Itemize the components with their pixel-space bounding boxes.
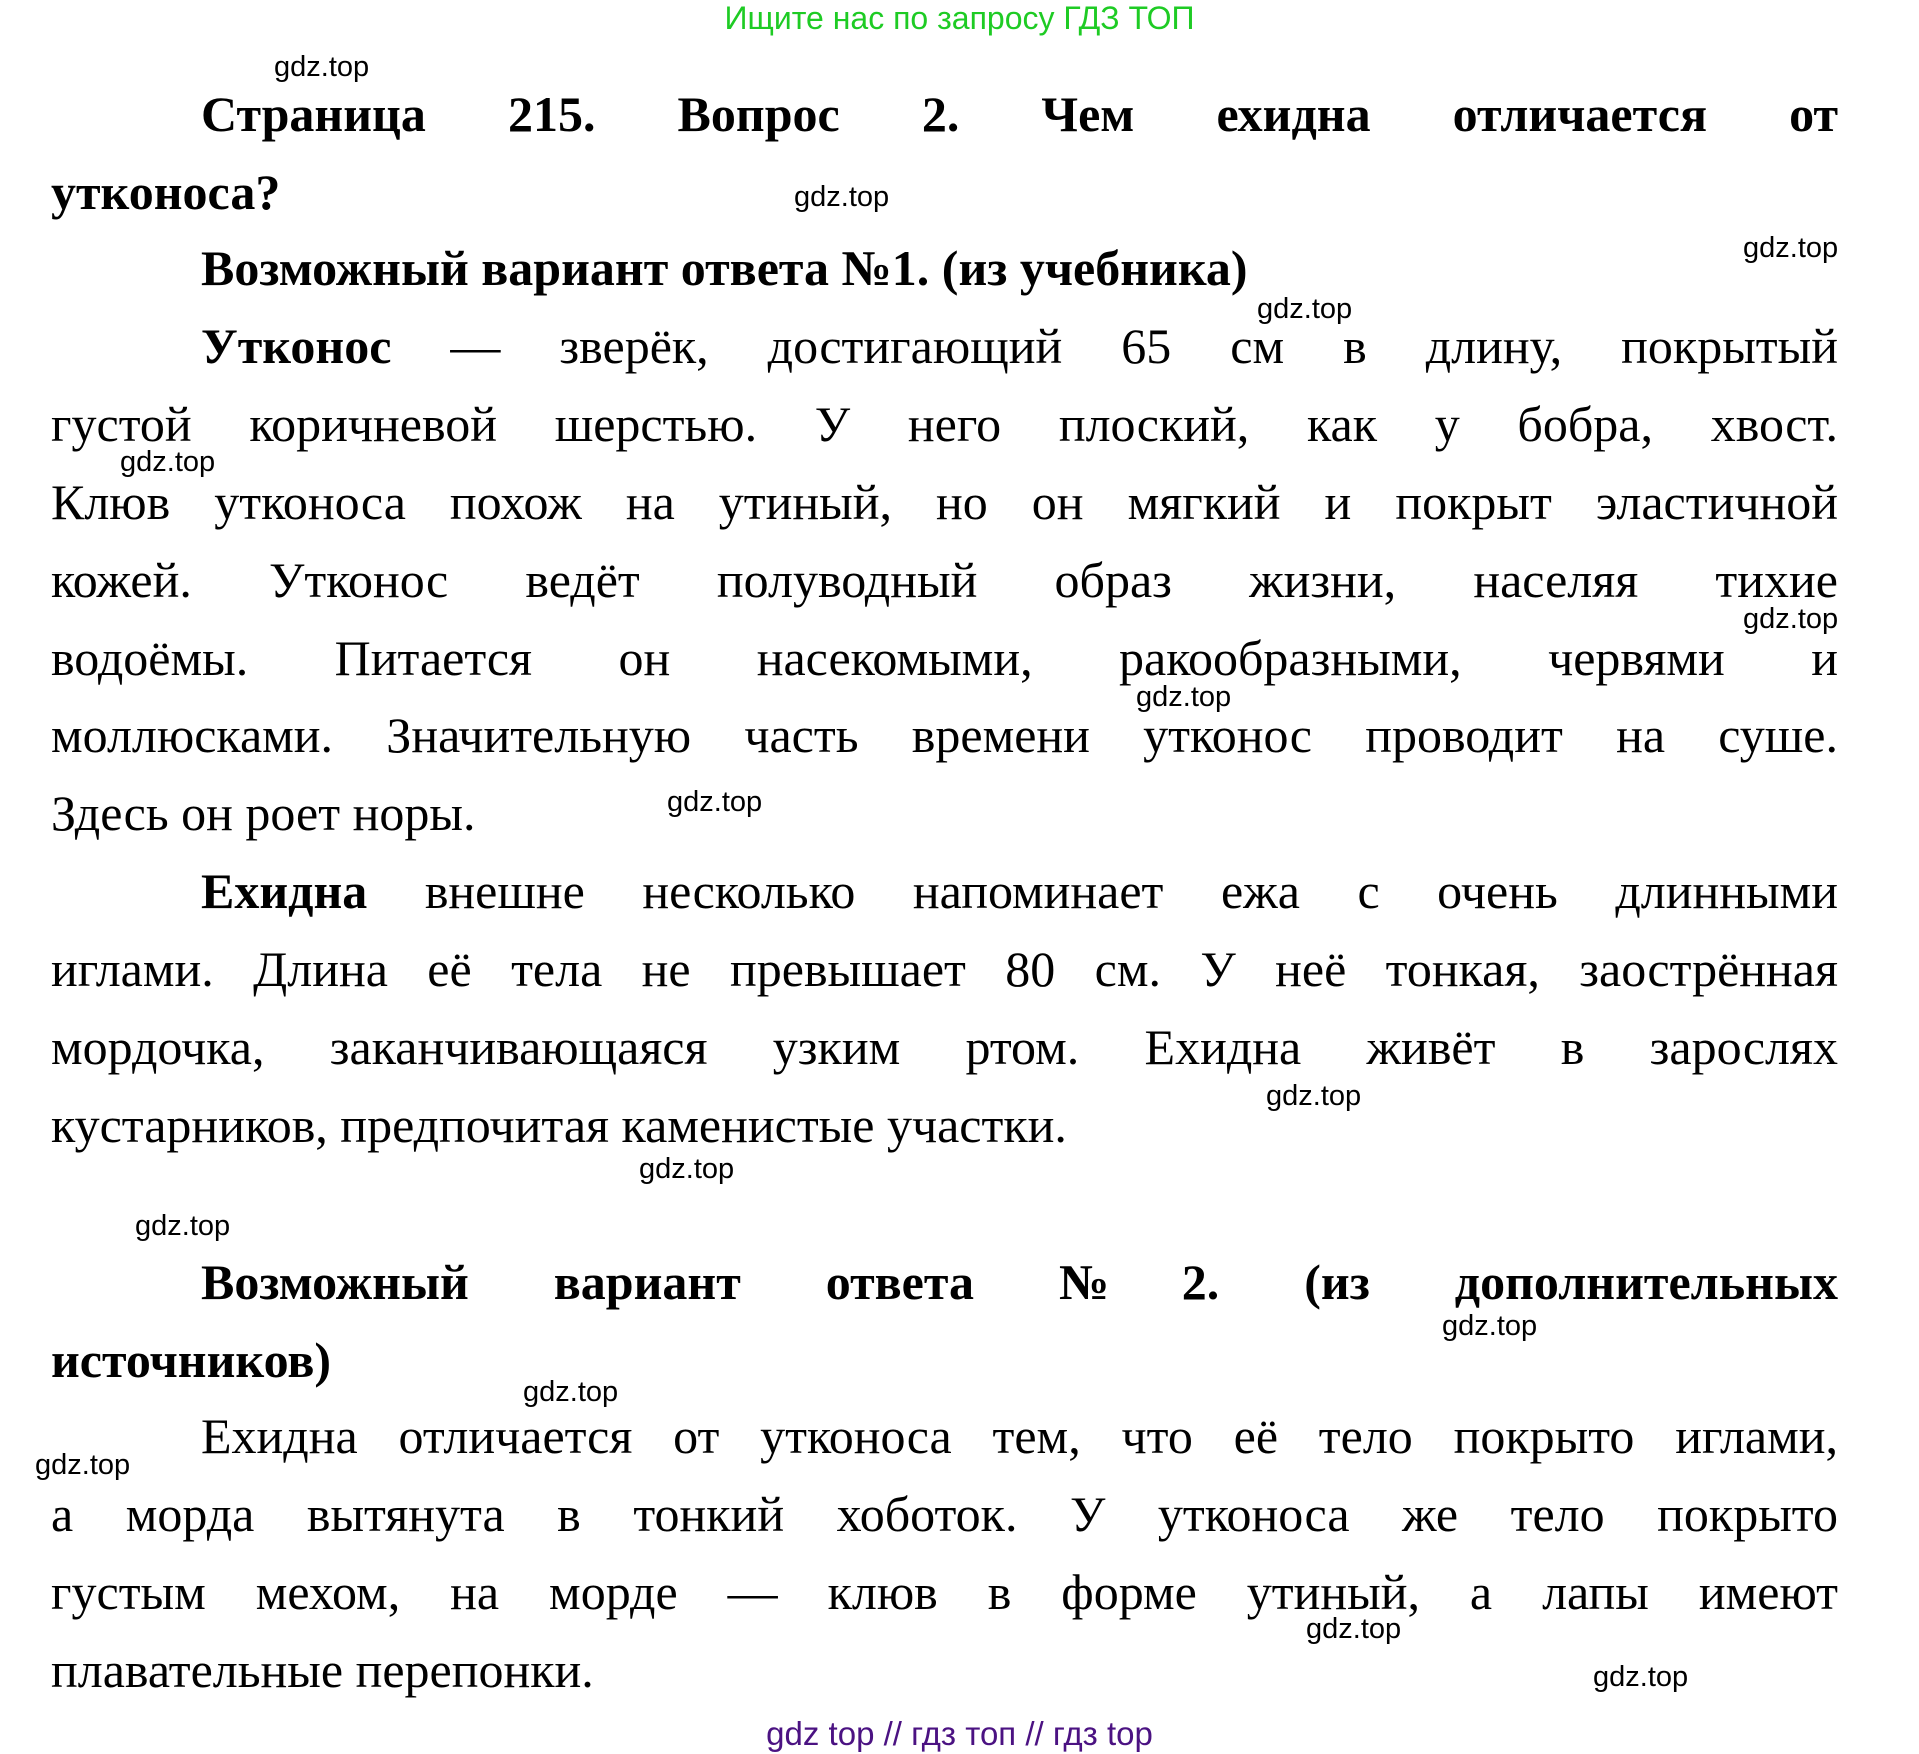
text-line bbox=[51, 385, 1838, 463]
bold-text: Страница 215. Вопрос 2. Чем ехидна отличается от bbox=[201, 86, 1838, 142]
text-line bbox=[51, 930, 1838, 1008]
search-banner: Ищите нас по запросу ГДЗ ТОП bbox=[724, 0, 1195, 36]
text-line bbox=[51, 774, 475, 852]
text-line bbox=[51, 463, 1838, 541]
plain-text: мордочка, заканчивающаяся узким ртом. Ехидна живёт в зарослях bbox=[51, 1019, 1838, 1075]
text-line bbox=[201, 852, 1838, 930]
plain-text: а морда вытянута в тонкий хоботок. У утконоса же тело покрыто bbox=[51, 1486, 1838, 1542]
text-line bbox=[51, 696, 1838, 774]
text-line bbox=[51, 541, 1838, 619]
watermark: gdz.top bbox=[667, 786, 763, 818]
plain-text: плавательные перепонки. bbox=[51, 1642, 594, 1698]
text-line bbox=[201, 75, 1838, 153]
text-line bbox=[51, 1321, 331, 1399]
watermark: gdz.top bbox=[639, 1153, 735, 1185]
bold-text: источников) bbox=[51, 1332, 331, 1388]
watermark: gdz.top bbox=[135, 1210, 231, 1242]
watermark: gdz.top bbox=[274, 51, 370, 83]
watermark: gdz.top bbox=[1743, 603, 1839, 635]
watermark: gdz.top bbox=[1593, 1661, 1689, 1693]
text-line bbox=[51, 1086, 1067, 1164]
watermark: gdz.top bbox=[35, 1449, 131, 1481]
watermark: gdz.top bbox=[1743, 232, 1839, 264]
watermark: gdz.top bbox=[1136, 681, 1232, 713]
text-line bbox=[51, 1475, 1838, 1553]
watermark: gdz.top bbox=[1257, 293, 1353, 325]
plain-text: иглами. Длина её тела не превышает 80 см. У неё тонкая, заострённая bbox=[51, 941, 1838, 997]
text-line bbox=[201, 229, 1248, 307]
plain-text: Здесь он роет норы. bbox=[51, 785, 476, 841]
plain-text: Ехидна отличается от утконоса тем, что её тело покрыто иглами, bbox=[201, 1408, 1838, 1464]
plain-text: кустарников, предпочитая каменистые участки. bbox=[51, 1097, 1067, 1153]
plain-text: Клюв утконоса похож на утиный, но он мягкий и покрыт эластичной bbox=[51, 474, 1838, 530]
text-line bbox=[51, 1553, 1838, 1631]
bold-text: Возможный вариант ответа №2. (из дополнительных bbox=[201, 1254, 1838, 1310]
watermark: gdz.top bbox=[120, 446, 216, 478]
bold-text: Ехидна bbox=[201, 863, 368, 919]
watermark: gdz.top bbox=[794, 181, 890, 213]
watermark: gdz.top bbox=[1442, 1310, 1538, 1342]
text-line bbox=[51, 619, 1838, 697]
bold-text: Возможный вариант ответа №1. (из учебника) bbox=[201, 240, 1248, 296]
text-line bbox=[201, 1397, 1838, 1475]
plain-text: водоёмы. Питается он насекомыми, ракообразными, червями и bbox=[51, 630, 1838, 686]
plain-text: моллюсками. Значительную часть времени утконос проводит на суше. bbox=[51, 707, 1838, 763]
text-line bbox=[201, 307, 1838, 385]
plain-text: — зверёк, достигающий 65 см в длину, покрытый bbox=[391, 318, 1838, 374]
plain-text: густой коричневой шерстью. У него плоский, как у бобра, хвост. bbox=[51, 396, 1838, 452]
text-line bbox=[201, 1243, 1838, 1321]
footer-banner: gdz top // гдз топ // гдз top bbox=[766, 1715, 1153, 1752]
bold-text: утконоса? bbox=[51, 164, 281, 220]
plain-text: густым мехом, на морде — клюв в форме утиный, а лапы имеют bbox=[51, 1564, 1838, 1620]
plain-text: кожей. Утконос ведёт полуводный образ жизни, населяя тихие bbox=[51, 552, 1838, 608]
watermark: gdz.top bbox=[523, 1376, 619, 1408]
text-line bbox=[51, 1631, 594, 1709]
bold-text: Утконос bbox=[201, 318, 392, 374]
plain-text: внешне несколько напоминает ежа с очень длинными bbox=[367, 863, 1838, 919]
text-line bbox=[51, 1008, 1838, 1086]
watermark: gdz.top bbox=[1306, 1613, 1402, 1645]
text-line bbox=[51, 153, 280, 231]
watermark: gdz.top bbox=[1266, 1080, 1362, 1112]
